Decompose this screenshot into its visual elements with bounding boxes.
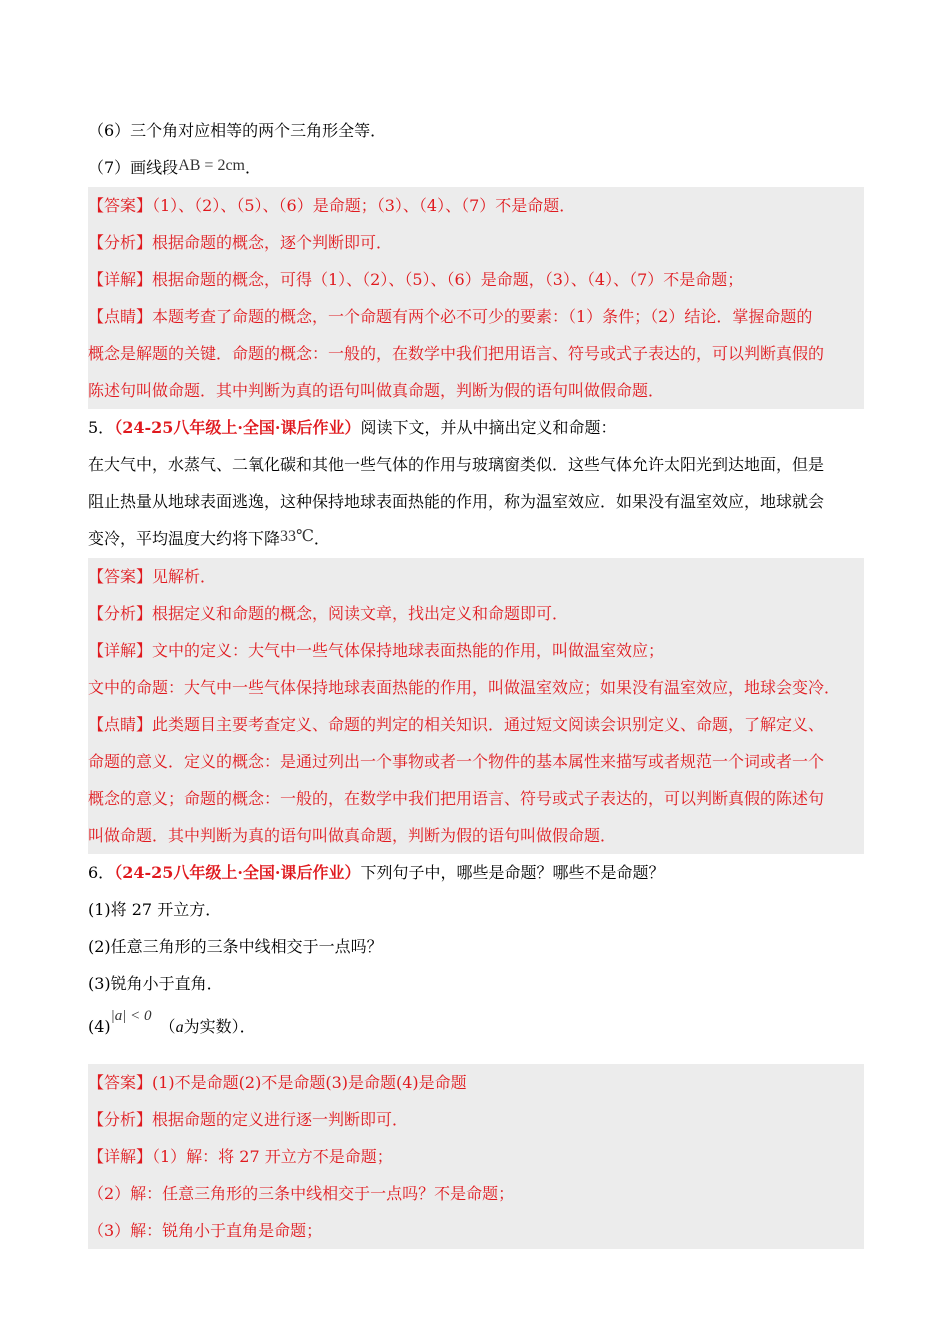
question-5-number: 5． [88, 418, 115, 437]
question-6-item-4-prefix: (4) [88, 1017, 111, 1036]
question-5-text-1: 在大气中，水蒸气、二氧化碳和其他一些气体的作用与玻璃窗类似．这些气体允许太阳光到达地面，但是 [88, 455, 825, 474]
point-5-line-4: 叫做命题．其中判断为真的语句叫做真命题，判断为假的语句叫做假命题． [88, 826, 617, 845]
detail-6-line-3: （3）解：锐角小于直角是命题； [88, 1221, 323, 1240]
question-6-item-4 [88, 1002, 864, 1052]
question-5-prompt: 阅读下文，并从中摘出定义和命题： [360, 418, 617, 437]
item-7-suffix: ． [244, 158, 261, 177]
spacer [88, 1052, 864, 1064]
question-5-header [88, 409, 864, 446]
question-6-item-2: (2)任意三角形的三条中线相交于一点吗？ [88, 937, 383, 956]
answer-6: 【答案】(1)不是命题(2)不是命题(3)是命题(4)是命题 [88, 1073, 467, 1092]
answer-5: 【答案】见解析． [88, 567, 217, 586]
point-4-line-3: 陈述句叫做命题．其中判断为真的语句叫做真命题，判断为假的语句叫做假命题． [88, 381, 665, 400]
variable-a: a [175, 1019, 184, 1036]
question-6-prompt: 下列句子中，哪些是命题？哪些不是命题？ [360, 863, 665, 882]
detail-4: 【详解】根据命题的概念，可得（1）、（2）、（5）、（6）是命题，（3）、（4）、（7）不是命题； [88, 270, 744, 289]
question-6-item-4-suffix: 为实数）． [183, 1017, 256, 1036]
question-6-item-4-paren: （ [159, 1017, 176, 1036]
detail-6-line-2: （2）解：任意三角形的三条中线相交于一点吗？不是命题； [88, 1184, 515, 1203]
item-7-math: AB = 2cm [178, 157, 245, 174]
detail-5: 【详解】文中的定义：大气中一些气体保持地球表面热能的作用，叫做温室效应； [88, 641, 665, 660]
question-5-text-3-prefix: 变冷，平均温度大约将下降 [88, 529, 281, 548]
detail-6-line-1: 【详解】（1）解：将 27 开立方不是命题； [88, 1147, 393, 1166]
temperature-value: 33℃ [280, 528, 314, 545]
document-content [88, 112, 864, 1249]
point-5-line-2: 命题的意义．定义的概念：是通过列出一个事物或者一个物件的基本属性来描写或者规范一个词或者一个 [88, 752, 825, 771]
question-5-source: （24-25八年级上·全国·课后作业） [114, 418, 361, 437]
item-7 [88, 149, 864, 187]
question-6-source: （24-25八年级上·全国·课后作业） [114, 863, 361, 882]
question-5-text-3 [88, 520, 864, 558]
question-6-item-3: (3)锐角小于直角． [88, 974, 223, 993]
point-5-line-1: 【点睛】此类题目主要考查定义、命题的判定的相关知识．通过短文阅读会识别定义、命题，了解定义、 [88, 715, 825, 734]
point-4-line-2: 概念是解题的关键．命题的概念：一般的，在数学中我们把用语言、符号或式子表达的，可以判断真假的 [88, 344, 825, 363]
solution-block-4 [88, 187, 864, 409]
question-5-text-3-suffix: ． [313, 529, 330, 548]
question-5-text-2: 阻止热量从地球表面逃逸，这种保持地球表面热能的作用，称为温室效应．如果没有温室效应，地球就会 [88, 492, 825, 511]
point-5-line-3: 概念的意义；命题的概念：一般的，在数学中我们把用语言、符号或式子表达的，可以判断真假的陈述句 [88, 789, 825, 808]
question-6-item-1: (1)将 27 开立方． [88, 900, 222, 919]
detail-5-2: 文中的命题：大气中一些气体保持地球表面热能的作用，叫做温室效应；如果没有温室效应，地球会变冷． [88, 678, 841, 697]
question-6-header [88, 854, 864, 891]
point-4-line-1: 【点睛】本题考查了命题的概念，一个命题有两个必不可少的要素：（1）条件；（2）结论．掌握命题的 [88, 307, 813, 326]
solution-block-5 [88, 558, 864, 854]
analysis-4: 【分析】根据命题的概念，逐个判断即可． [88, 233, 393, 252]
solution-block-6 [88, 1064, 864, 1249]
abs-inequality: |a| < 0 [110, 1008, 152, 1024]
item-7-prefix: （7）画线段 [88, 158, 179, 177]
analysis-6: 【分析】根据命题的定义进行逐一判断即可． [88, 1110, 409, 1129]
analysis-5: 【分析】根据定义和命题的概念，阅读文章，找出定义和命题即可． [88, 604, 569, 623]
answer-4: 【答案】（1）、（2）、（5）、（6）是命题；（3）、（4）、（7）不是命题． [88, 196, 576, 215]
item-6: （6）三个角对应相等的两个三角形全等． [88, 121, 387, 140]
question-6-number: 6． [88, 863, 115, 882]
